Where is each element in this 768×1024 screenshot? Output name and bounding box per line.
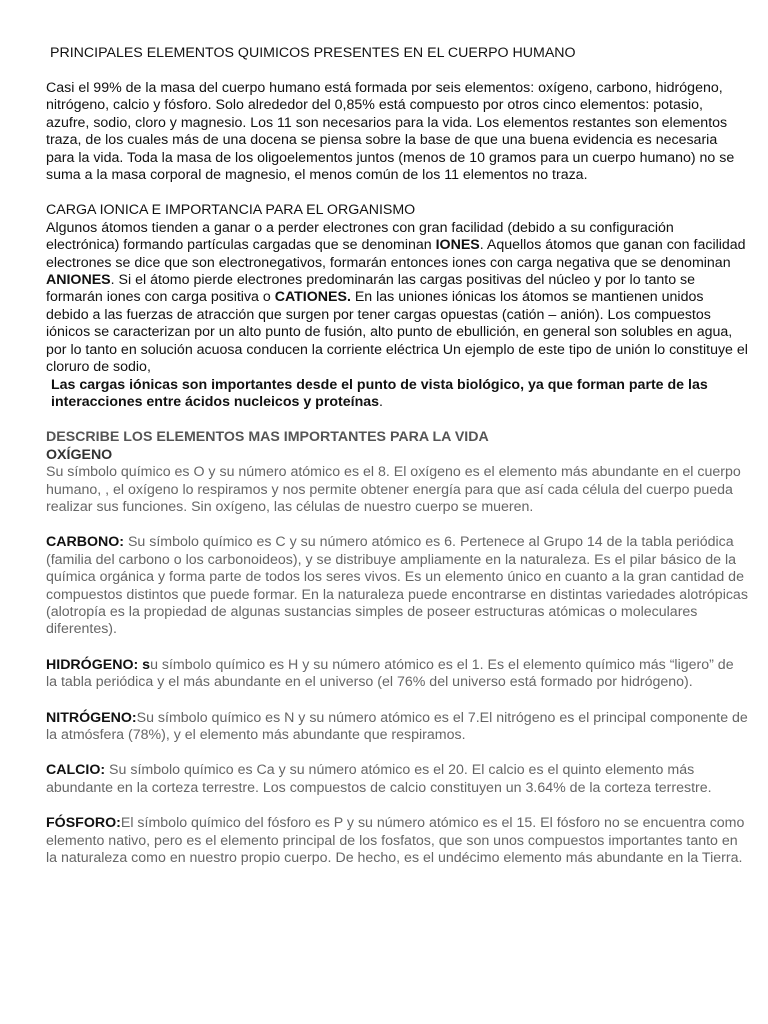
oxygen-heading: OXÍGENO (46, 446, 113, 463)
calcium-label: CALCIO: (46, 762, 106, 779)
ionic-text-4: En las uniones iónicas los átomos se mantienen unidos debido a las fuerzas de atracción que surgen por tener cargas opuestas (catión – anión). Los compuestos iónicos se caracterizan por un alto punto de fusión, alto punto de ebullición, en general son solubles en agua, por lo tanto en solución acuosa conducen la corriente eléctrica Un ejemplo de este tipo de unión lo constituye el cloruro de sodio, (46, 289, 748, 376)
calcium-text: Su símbolo químico es Ca y su número atómico es el 20. El calcio es el quinto elemento más abundante en la corteza terrestre. Los compuestos de calcio constituyen un 3.64% de la corteza terrestre. (46, 762, 712, 796)
ionic-importance-text: Las cargas iónicas son importantes desde el punto de vista biológico, ya que forman parte de las interacciones entre ácidos nucleicos y proteínas (51, 376, 708, 410)
ionic-term-cationes: CATIONES. (274, 289, 351, 306)
ionic-importance-statement (46, 377, 748, 412)
document-title: PRINCIPALES ELEMENTOS QUIMICOS PRESENTES EN EL CUERPO HUMANO (50, 45, 576, 61)
phosphorus-paragraph (46, 815, 748, 867)
carbon-label: CARBONO: (46, 534, 125, 551)
nitrogen-label: NITRÓGENO: (46, 709, 137, 726)
nitrogen-text: Su símbolo químico es N y su número atómico es el 7.El nitrógeno es el principal componente de la atmósfera (78%), y el elemento más abundante que respiramos. (46, 709, 748, 743)
ionic-term-iones: IONES (435, 237, 480, 254)
carbon-text: Su símbolo químico es C y su número atómico es 6. Pertenece al Grupo 14 de la tabla periódica (familia del carbono o los carbonoideos), y se distribuye ampliamente en la naturaleza. Es el pilar básico de la química orgánica y forma parte de todos los seres vivos. Es un elemento único en cuanto a la gran cantidad de compuestos distintos que puede formar. En la naturaleza puede encontrarse en distintas variedades alotrópicas (alotropía es la propiedad de algunas sustancias simples de poseer estructuras atómicas o moleculares diferentes). (46, 534, 748, 638)
hydrogen-label: HIDRÓGENO: s (46, 656, 151, 673)
phosphorus-text: El símbolo químico del fósforo es P y su número atómico es el 15. El fósforo no se encuentra como elemento nativo, pero es el elemento principal de los fosfatos, que son unos compuestos importantes tanto en la naturaleza como en nuestro propio cuerpo. De hecho, es el undécimo elemento más abundante en la Tierra. (46, 815, 745, 867)
ionic-text-2: . Aquellos átomos que ganan con facilidad electrones se dice que son electronegativos, formarán entonces iones con carga negativa que se denominan (46, 237, 746, 271)
calcium-paragraph (46, 762, 748, 797)
nitrogen-paragraph (46, 710, 748, 745)
ionic-term-aniones: ANIONES (46, 272, 111, 289)
ionic-importance-period: . (379, 393, 383, 410)
hydrogen-text: u símbolo químico es H y su número atómico es el 1. Es el elemento químico más “ligero” de la tabla periódica y el más abundante en el universo (el 76% del universo está formado por hidrógeno). (46, 656, 734, 691)
elements-section-heading: DESCRIBE LOS ELEMENTOS MAS IMPORTANTES PARA LA VIDA (46, 429, 489, 446)
hydrogen-paragraph (46, 657, 748, 692)
phosphorus-label: FÓSFORO: (46, 815, 121, 832)
intro-paragraph: Casi el 99% de la masa del cuerpo humano está formada por seis elementos: oxígeno, carbono, hidrógeno, nitrógeno, calcio y fósforo. Solo alrededor del 0,85% está compuesto por otros cinco elementos: potasio, azufre, sodio, cloro y magnesio. Los 11 son necesarios para la vida. Los elementos restantes son elementos traza, de los cuales más de una docena se piensa sobre la base de que una buena evidencia es necesaria para la vida. Toda la masa de los oligoelementos juntos (menos de 10 gramos para un cuerpo humano) no se suma a la masa corporal de magnesio, el menos común de los 11 elementos no traza. (46, 80, 735, 184)
ionic-charge-heading: CARGA IONICA E IMPORTANCIA PARA EL ORGANISMO (46, 202, 416, 219)
carbon-paragraph (46, 534, 748, 638)
ionic-text-3: . Si el átomo pierde electrones predominarán las cargas positivas del núcleo y por lo tanto se formarán iones con carga positiva o (46, 272, 696, 306)
oxygen-paragraph: Su símbolo químico es O y su número atómico es el 8. El oxígeno es el elemento más abundante en el cuerpo humano, , el oxígeno lo respiramos y nos permite obtener energía para que así cada célula del cuerpo pueda realizar sus funciones. Sin oxígeno, las células de nuestro cuerpo se mueren. (46, 464, 741, 515)
ionic-charge-paragraph (46, 220, 748, 411)
ionic-text-1: Algunos átomos tienden a ganar o a perder electrones con gran facilidad (debido a su configuración electrónica) formando partículas cargadas que se denominan (46, 219, 674, 254)
